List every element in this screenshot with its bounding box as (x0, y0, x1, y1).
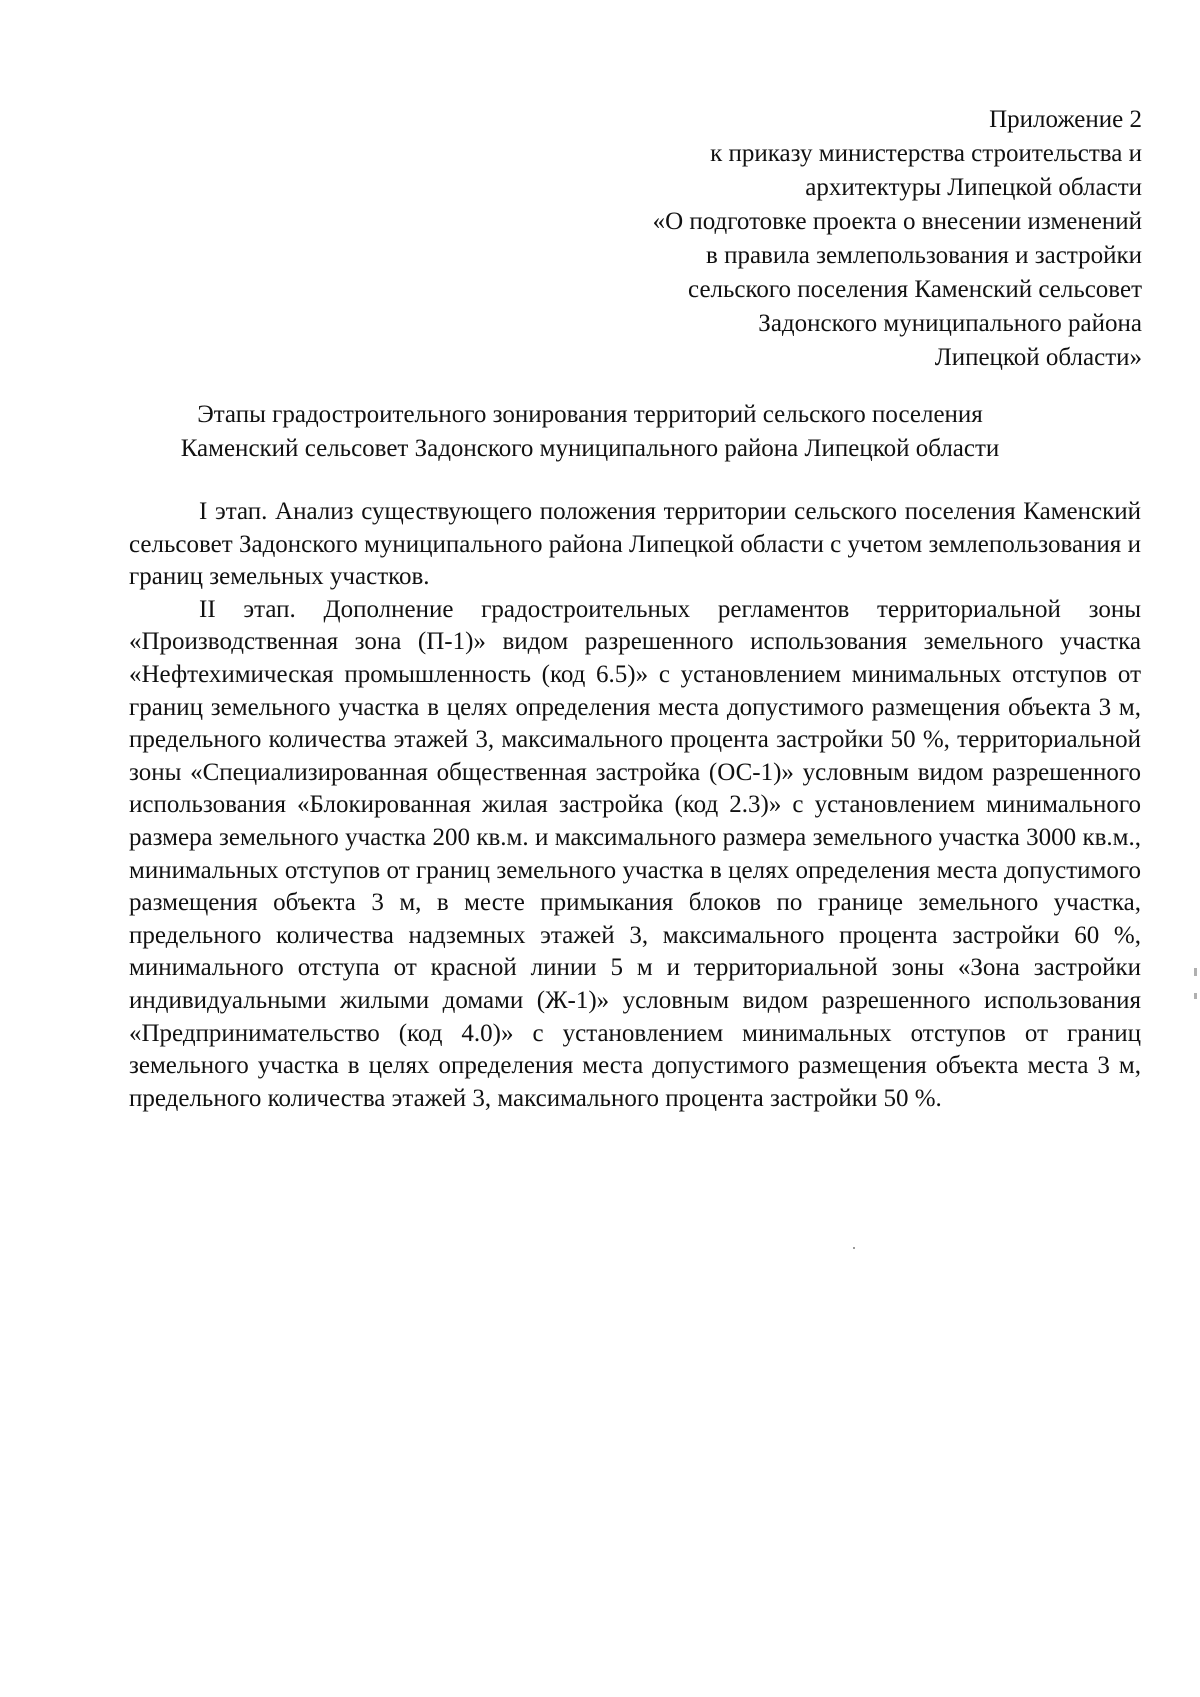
title-line: Этапы градостроительного зонирования территорий сельского поселения (197, 401, 983, 428)
scan-dot (853, 1247, 855, 1249)
stage-1-paragraph: I этап. Анализ существующего положения территории сельского поселения Каменский сельсовет Задонского муниципального района Липецкой области с учетом землепользования и границ земельных участков. (129, 498, 1141, 591)
document-body (129, 496, 1141, 1115)
appendix-line: Приложение 2 (989, 106, 1142, 133)
appendix-line: «О подготовке проекта о внесении изменений (652, 208, 1142, 235)
title-line: Каменский сельсовет Задонского муниципального района Липецкой области (180, 435, 1000, 462)
stage-2-paragraph: II этап. Дополнение градостроительных регламентов территориальной зоны «Производственная зона (П-1)» видом разрешенного использования земельного участка «Нефтехимическая промышленность (код 6.5)» с установлением минимальных отступов от границ земельного участка в целях определения места допустимого размещения объекта 3 м, предельного количества этажей 3, максимального процента застройки 50 %, территориальной зоны «Специализированная общественная застройка (ОС-1)» условным видом разрешенного использования «Блокированная жилая застройка (код 2.3)» с установлением минимального размера земельного участка 200 кв.м. и максимального размера земельного участка 3000 кв.м., минимальных отступов от границ земельного участка в целях определения места допустимого размещения объекта 3 м, в месте примыкания блоков по границе земельного участка, предельного количества надземных этажей 3, максимального процента застройки 60 %, минимального отступа от красной линии 5 м и территориальной зоны «Зона застройки индивидуальными жилыми домами (Ж-1)» условным видом разрешенного использования «Предпринимательство (код 4.0)» с установлением минимальных отступов от границ земельного участка в целях определения места допустимого размещения объекта места 3 м, предельного количества этажей 3, максимального процента застройки 50 %. (129, 595, 1141, 1112)
appendix-line: к приказу министерства строительства и (710, 140, 1142, 167)
appendix-line: в правила землепользования и застройки (706, 242, 1142, 269)
appendix-header (442, 103, 1142, 375)
scan-edge-mark (1194, 993, 1197, 999)
appendix-line: Задонского муниципального района (758, 310, 1142, 337)
appendix-line: архитектуры Липецкой области (805, 174, 1142, 201)
document-title (90, 398, 1090, 466)
scan-edge-mark (1194, 968, 1197, 976)
appendix-line: Липецкой области» (934, 344, 1142, 371)
appendix-line: сельского поселения Каменский сельсовет (688, 276, 1142, 303)
